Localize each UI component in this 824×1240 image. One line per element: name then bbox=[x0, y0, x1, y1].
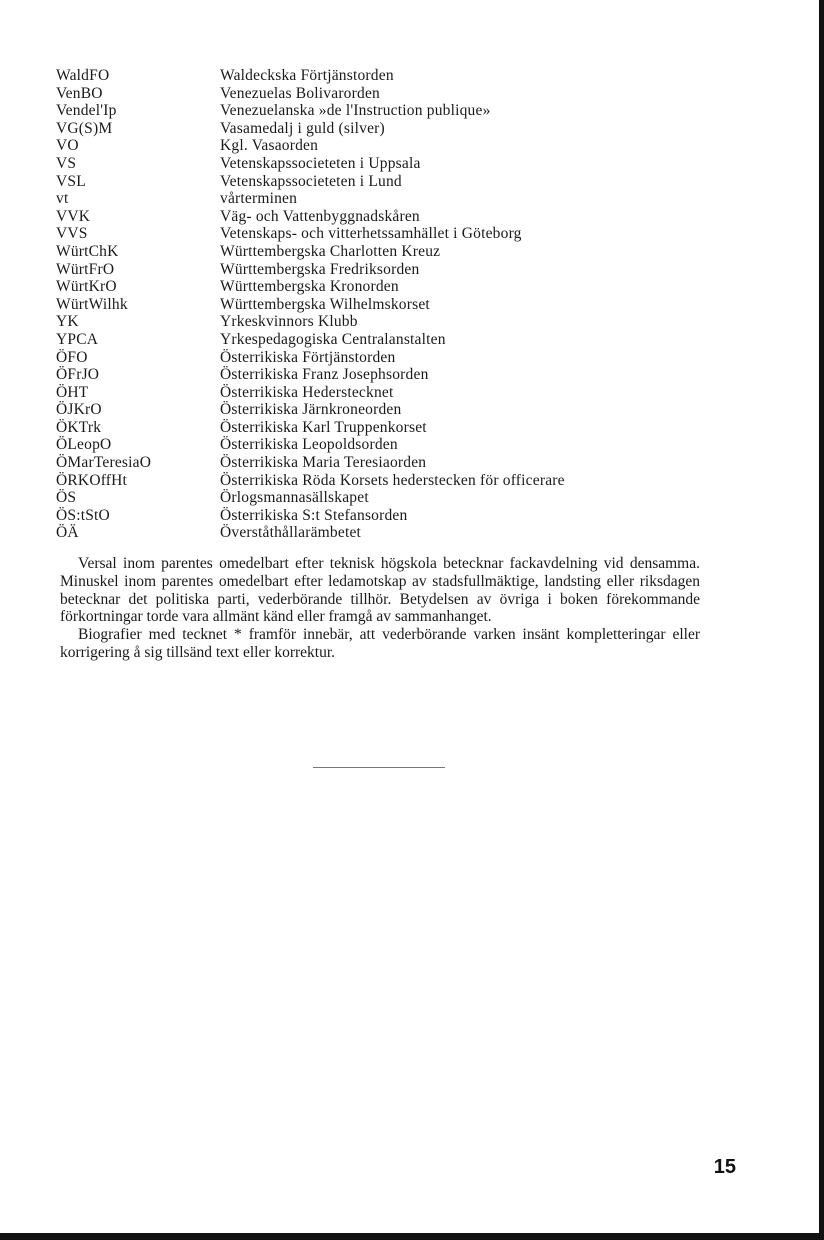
abbreviation-meaning: Österrikiska Maria Teresiaorden bbox=[220, 454, 427, 472]
abbreviation-row bbox=[56, 331, 736, 349]
abbreviation-row bbox=[56, 208, 736, 226]
abbreviation-row bbox=[56, 524, 736, 542]
abbreviation-term: WürtWilhk bbox=[56, 295, 128, 313]
abbreviation-meaning: Württembergska Fredriksorden bbox=[220, 260, 420, 278]
abbreviation-term: VO bbox=[56, 137, 79, 155]
abbreviation-row bbox=[56, 296, 736, 314]
abbreviation-term: WürtKrO bbox=[56, 278, 117, 296]
abbreviation-meaning: Österrikiska Järnkroneorden bbox=[220, 401, 402, 419]
abbreviation-term: ÖFrJO bbox=[56, 366, 100, 384]
abbreviation-meaning: Österrikiska S:t Stefansorden bbox=[220, 506, 408, 524]
section-divider bbox=[313, 767, 445, 768]
abbreviation-term: WürtChK bbox=[56, 242, 119, 260]
abbreviation-meaning: Württembergska Wilhelmskorset bbox=[220, 295, 430, 313]
abbreviation-meaning: Österrikiska Franz Josephsorden bbox=[220, 366, 429, 384]
page-number: 15 bbox=[713, 1156, 736, 1178]
abbreviation-row bbox=[56, 173, 736, 191]
scan-right-edge bbox=[819, 0, 824, 1240]
abbreviation-row bbox=[56, 384, 736, 402]
abbreviation-term: ÖS bbox=[56, 489, 77, 507]
abbreviation-term: ÖS:tStO bbox=[56, 506, 110, 524]
abbreviation-meaning: Vetenskaps- och vitterhetssamhället i Göteborg bbox=[220, 225, 522, 243]
abbreviation-meaning: vårterminen bbox=[220, 190, 298, 208]
abbreviation-meaning: Österrikiska Leopoldsorden bbox=[220, 436, 398, 454]
abbreviation-row bbox=[56, 120, 736, 138]
abbreviation-list bbox=[56, 67, 736, 542]
abbreviation-row bbox=[56, 401, 736, 419]
abbreviation-meaning: Vetenskapssocieteten i Uppsala bbox=[220, 154, 421, 172]
abbreviation-term: VG(S)M bbox=[56, 119, 113, 137]
abbreviation-meaning: Württembergska Kronorden bbox=[220, 278, 399, 296]
abbreviation-meaning: Överståthållarämbetet bbox=[220, 524, 362, 542]
abbreviation-row bbox=[56, 419, 736, 437]
abbreviation-term: ÖFO bbox=[56, 348, 88, 366]
abbreviation-term: VVK bbox=[56, 207, 91, 225]
abbreviation-term: YK bbox=[56, 313, 79, 331]
abbreviation-row bbox=[56, 366, 736, 384]
abbreviation-row bbox=[56, 454, 736, 472]
abbreviation-meaning: Venezuelanska »de l'Instruction publique» bbox=[220, 102, 491, 120]
abbreviation-term: WaldFO bbox=[56, 67, 110, 84]
abbreviation-term: ÖHT bbox=[56, 383, 89, 401]
abbreviation-term: VSL bbox=[56, 172, 86, 190]
abbreviation-row bbox=[56, 507, 736, 525]
note-paragraph-1: Versal inom parentes omedelbart efter teknisk högskola betecknar fackavdelning vid densamma. Minuskel inom parentes omedelbart efter ledamotskap av stadsfullmäktige, landsting eller riksdagen betecknar det politiska parti, vederbörande tillhör. Betydelsen av övriga i boken förekommande förkortningar torde vara allmänt känd eller framgå av sammanhanget. bbox=[60, 555, 700, 626]
abbreviation-meaning: Väg- och Vattenbyggnadskåren bbox=[220, 207, 420, 225]
abbreviation-term: WürtFrO bbox=[56, 260, 115, 278]
abbreviation-row bbox=[56, 313, 736, 331]
abbreviation-term: ÖKTrk bbox=[56, 418, 102, 436]
abbreviation-meaning: Vetenskapssocieteten i Lund bbox=[220, 172, 402, 190]
abbreviation-meaning: Yrkespedagogiska Centralanstalten bbox=[220, 330, 446, 348]
abbreviation-term: ÖMarTeresiaO bbox=[56, 454, 152, 472]
abbreviation-row bbox=[56, 137, 736, 155]
abbreviation-meaning: Yrkeskvinnors Klubb bbox=[220, 313, 358, 331]
abbreviation-term: YPCA bbox=[56, 330, 99, 348]
abbreviation-row bbox=[56, 190, 736, 208]
note-paragraph-2: Biografier med tecknet * framför innebär, att vederbörande varken insänt kompletteringar eller korrigering å sig tillsänd text eller korrektur. bbox=[60, 626, 700, 661]
abbreviation-term: ÖÄ bbox=[56, 524, 79, 542]
abbreviation-term: ÖLeopO bbox=[56, 436, 112, 454]
abbreviation-term: ÖJKrO bbox=[56, 401, 102, 419]
abbreviation-term: VenBO bbox=[56, 84, 103, 102]
abbreviation-row bbox=[56, 261, 736, 279]
abbreviation-meaning: Österrikiska Karl Truppenkorset bbox=[220, 418, 427, 436]
abbreviation-row bbox=[56, 67, 736, 85]
abbreviation-row bbox=[56, 85, 736, 103]
abbreviation-row bbox=[56, 243, 736, 261]
abbreviation-meaning: Waldeckska Förtjänstorden bbox=[220, 67, 394, 84]
abbreviation-term: vt bbox=[56, 190, 69, 208]
abbreviation-row bbox=[56, 102, 736, 120]
abbreviation-meaning: Österrikiska Röda Korsets hederstecken för officerare bbox=[220, 471, 565, 489]
abbreviation-term: Vendel'Ip bbox=[56, 102, 117, 120]
explanatory-notes bbox=[60, 555, 700, 662]
abbreviation-row bbox=[56, 155, 736, 173]
abbreviation-meaning: Vasamedalj i guld (silver) bbox=[220, 119, 385, 137]
abbreviation-meaning: Österrikiska Förtjänstorden bbox=[220, 348, 396, 366]
abbreviation-meaning: Württembergska Charlotten Kreuz bbox=[220, 242, 441, 260]
abbreviation-meaning: Örlogsmannasällskapet bbox=[220, 489, 369, 507]
abbreviation-meaning: Kgl. Vasaorden bbox=[220, 137, 319, 155]
abbreviation-term: VVS bbox=[56, 225, 88, 243]
abbreviation-row bbox=[56, 436, 736, 454]
abbreviation-term: ÖRKOffHt bbox=[56, 471, 128, 489]
abbreviation-row bbox=[56, 225, 736, 243]
abbreviation-term: VS bbox=[56, 154, 77, 172]
abbreviation-meaning: Venezuelas Bolivarorden bbox=[220, 84, 380, 102]
abbreviation-row bbox=[56, 278, 736, 296]
abbreviation-row bbox=[56, 472, 736, 490]
abbreviation-row bbox=[56, 489, 736, 507]
abbreviation-row bbox=[56, 349, 736, 367]
abbreviation-meaning: Österrikiska Hederstecknet bbox=[220, 383, 394, 401]
scan-bottom-edge bbox=[0, 1233, 824, 1240]
